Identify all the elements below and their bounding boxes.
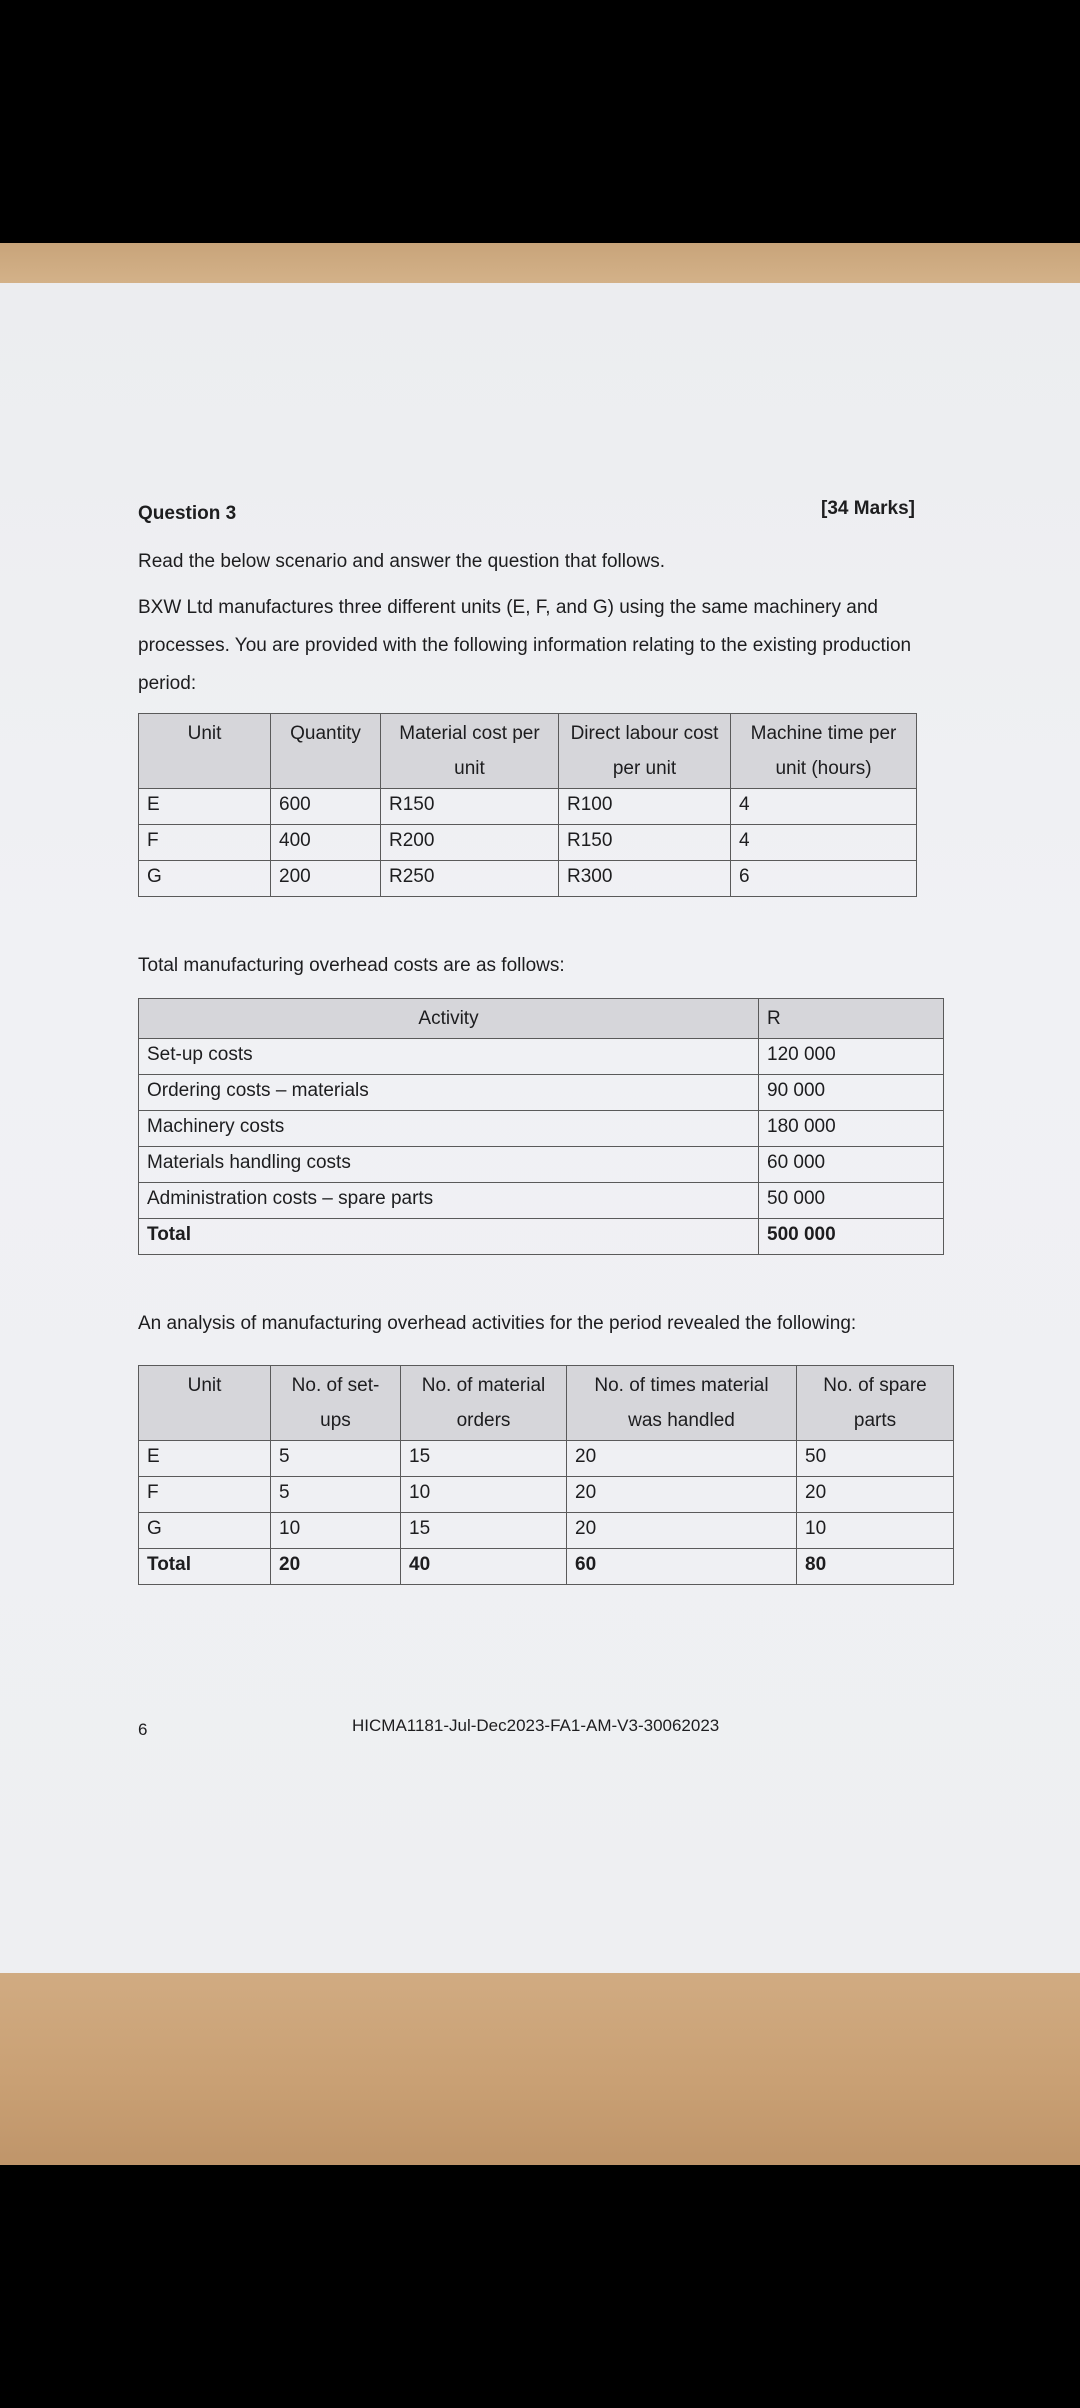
header-cell: Direct labour cost per unit xyxy=(559,714,731,789)
table-row xyxy=(139,1111,944,1147)
table-cell: G xyxy=(139,861,271,897)
table-cell: 10 xyxy=(271,1513,401,1549)
table-header-row xyxy=(139,714,917,789)
table-row xyxy=(139,789,917,825)
table-cell: 15 xyxy=(401,1441,567,1477)
table-cell: 5 xyxy=(271,1441,401,1477)
table-cell: 50 000 xyxy=(759,1183,944,1219)
table-cell: 600 xyxy=(271,789,381,825)
table-cell: 60 000 xyxy=(759,1147,944,1183)
table-cell: 180 000 xyxy=(759,1111,944,1147)
table-cell: Materials handling costs xyxy=(139,1147,759,1183)
overhead-intro-text: Total manufacturing overhead costs are as follows: xyxy=(138,955,565,976)
table-cell: 90 000 xyxy=(759,1075,944,1111)
table-cell: 5 xyxy=(271,1477,401,1513)
intro-text: Read the below scenario and answer the question that follows. xyxy=(138,551,666,572)
table-cell: 500 000 xyxy=(759,1219,944,1255)
analysis-intro-text: An analysis of manufacturing overhead activities for the period revealed the following: xyxy=(138,1313,857,1334)
table-row xyxy=(139,1147,944,1183)
table-row xyxy=(139,825,917,861)
table-cell: 50 xyxy=(797,1441,954,1477)
header-cell: No. of spare parts xyxy=(797,1366,954,1441)
header-cell: Machine time per unit (hours) xyxy=(731,714,917,789)
table-cell: E xyxy=(139,1441,271,1477)
table-cell: 20 xyxy=(567,1477,797,1513)
table-row xyxy=(139,1441,954,1477)
table-cell: Set-up costs xyxy=(139,1039,759,1075)
total-row xyxy=(139,1549,954,1585)
table-cell: 4 xyxy=(731,825,917,861)
header-cell: Unit xyxy=(139,714,271,789)
table-cell: R250 xyxy=(381,861,559,897)
table-cell: 4 xyxy=(731,789,917,825)
table-cell: R100 xyxy=(559,789,731,825)
table-cell: 20 xyxy=(271,1549,401,1585)
table-cell: 120 000 xyxy=(759,1039,944,1075)
units-table xyxy=(138,713,917,897)
table-cell: 20 xyxy=(797,1477,954,1513)
document-page xyxy=(0,283,1080,1973)
table-cell: Total xyxy=(139,1549,271,1585)
table-cell: 400 xyxy=(271,825,381,861)
table-row xyxy=(139,1183,944,1219)
question-title: Question 3 xyxy=(138,503,237,524)
table-cell: G xyxy=(139,1513,271,1549)
table-cell: R150 xyxy=(559,825,731,861)
table-cell: Machinery costs xyxy=(139,1111,759,1147)
total-row xyxy=(139,1219,944,1255)
table-row xyxy=(139,1075,944,1111)
table-cell: 80 xyxy=(797,1549,954,1585)
table-cell: Administration costs – spare parts xyxy=(139,1183,759,1219)
scenario-text: BXW Ltd manufactures three different units (E, F, and G) using the same machinery and processes. You are provided with the following information relating to the existing production period: xyxy=(138,597,912,694)
overhead-costs-table xyxy=(138,998,944,1255)
table-header-row xyxy=(139,999,944,1039)
table-cell: R200 xyxy=(381,825,559,861)
table-cell: 200 xyxy=(271,861,381,897)
table-cell: F xyxy=(139,1477,271,1513)
header-cell: Material cost per unit xyxy=(381,714,559,789)
table-surface xyxy=(0,1955,1080,2165)
header-cell: Quantity xyxy=(271,714,381,789)
table-cell: 6 xyxy=(731,861,917,897)
table-cell: F xyxy=(139,825,271,861)
table-cell: 10 xyxy=(401,1477,567,1513)
page-number: 6 xyxy=(138,1720,148,1739)
table-row xyxy=(139,861,917,897)
header-cell: No. of material orders xyxy=(401,1366,567,1441)
activity-analysis-table xyxy=(138,1365,954,1585)
table-row xyxy=(139,1039,944,1075)
table-cell: 40 xyxy=(401,1549,567,1585)
table-header-row xyxy=(139,1366,954,1441)
table-cell: Ordering costs – materials xyxy=(139,1075,759,1111)
table-cell: Total xyxy=(139,1219,759,1255)
table-cell: R150 xyxy=(381,789,559,825)
table-cell: R300 xyxy=(559,861,731,897)
table-cell: 20 xyxy=(567,1441,797,1477)
header-cell: Activity xyxy=(139,999,759,1039)
header-cell: No. of set-ups xyxy=(271,1366,401,1441)
header-cell: R xyxy=(759,999,944,1039)
table-row xyxy=(139,1477,954,1513)
table-cell: 60 xyxy=(567,1549,797,1585)
header-cell: No. of times material was handled xyxy=(567,1366,797,1441)
table-cell: 20 xyxy=(567,1513,797,1549)
marks-label: [34 Marks] xyxy=(821,498,915,519)
table-row xyxy=(139,1513,954,1549)
footer-code: HICMA1181-Jul-Dec2023-FA1-AM-V3-30062023 xyxy=(352,1716,720,1735)
header-cell: Unit xyxy=(139,1366,271,1441)
table-cell: 10 xyxy=(797,1513,954,1549)
table-cell: 15 xyxy=(401,1513,567,1549)
table-cell: E xyxy=(139,789,271,825)
